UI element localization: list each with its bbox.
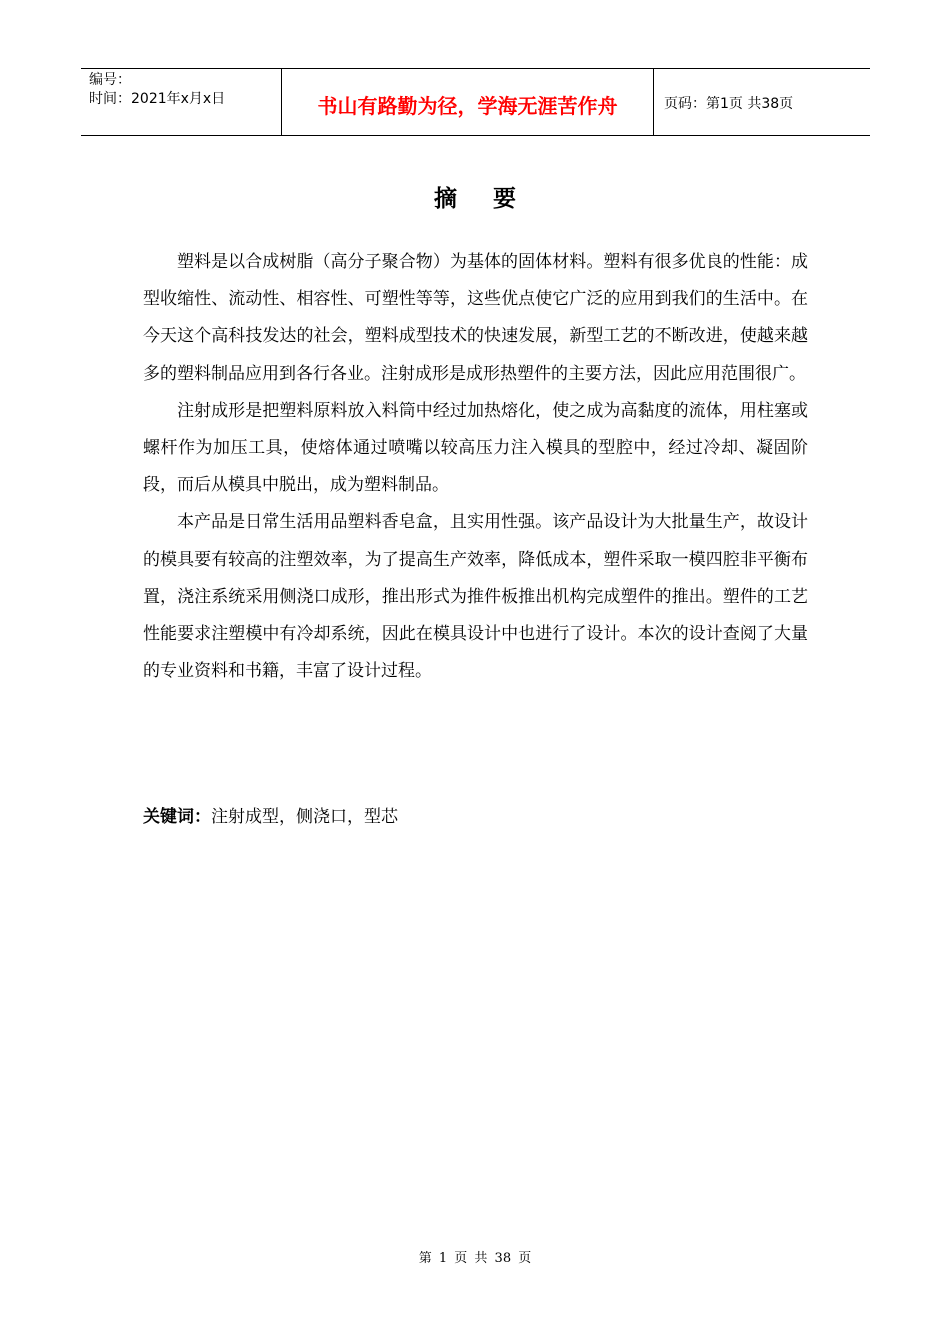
keywords-value: 注射成型，侧浇口，型芯 xyxy=(211,807,398,827)
number-label: 编号： xyxy=(89,72,131,88)
paragraph-2: 注射成形是把塑料原料放入料筒中经过加热熔化，使之成为高黏度的流体，用柱塞或螺杆作为加压工具，使熔体通过喷嘴以较高压力注入模具的型腔中，经过冷却、凝固阶段，而后从模具中脱出，成为塑料制品。 xyxy=(143,400,808,496)
time-label: 时间：2021年x月x日 xyxy=(89,91,226,107)
page-footer: 第 1 页 共 38 页 xyxy=(418,1251,532,1266)
page-title: 摘要 xyxy=(434,185,552,212)
paragraph-3: 本产品是日常生活用品塑料香皂盒，且实用性强。该产品设计为大批量生产，故设计的模具要有较高的注塑效率，为了提高生产效率，降低成本，塑件采取一模四腔非平衡布置，浇注系统采用侧浇口成形，推出形式为推件板推出机构完成塑件的推出。塑件的工艺性能要求注塑模中有冷却系统，因此在模具设计中也进行了设计。本次的设计查阅了大量的专业资料和书籍，丰富了设计过程。 xyxy=(143,512,808,682)
header-page-cell xyxy=(654,69,870,135)
page-code: 页码：第1页 共38页 xyxy=(664,96,794,112)
header-motto-cell xyxy=(282,69,654,135)
header-table xyxy=(81,68,870,136)
header-meta-cell xyxy=(81,69,282,135)
keywords-line xyxy=(143,802,398,827)
motto-text: 书山有路勤为径，学海无涯苦作舟 xyxy=(317,93,618,118)
abstract-body xyxy=(143,244,808,690)
paragraph-1: 塑料是以合成树脂（高分子聚合物）为基体的固体材料。塑料有很多优良的性能：成型收缩性、流动性、相容性、可塑性等等，这些优点使它广泛的应用到我们的生活中。在今天这个高科技发达的社会，塑料成型技术的快速发展，新型工艺的不断改进，使越来越多的塑料制品应用到各行各业。注射成形是成形热塑件的主要方法，因此应用范围很广。 xyxy=(143,252,808,384)
keywords-label: 关键词： xyxy=(143,807,211,827)
